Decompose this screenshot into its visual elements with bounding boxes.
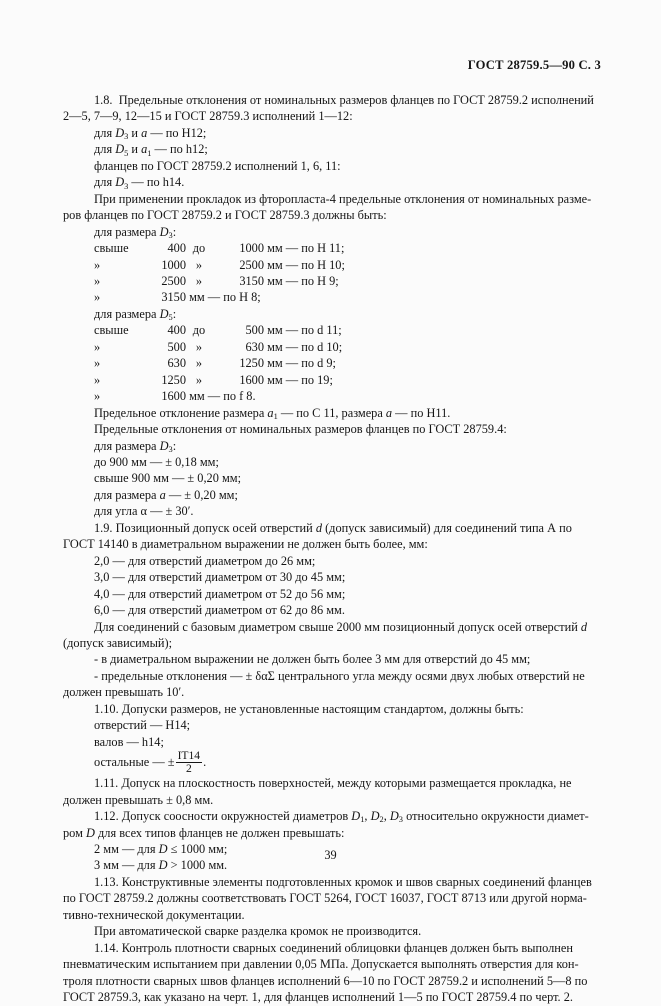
clause-1-14-number: 1.14. bbox=[94, 940, 119, 955]
subscript: 2 bbox=[379, 815, 384, 825]
row-from-word: свыше bbox=[94, 241, 129, 256]
symbol-a: a bbox=[267, 405, 274, 420]
row-from-word: свыше bbox=[94, 323, 129, 338]
subscript: 1 bbox=[147, 148, 152, 158]
symbol-D: D bbox=[159, 438, 169, 453]
row-tolerance: мм — по H 9; bbox=[267, 273, 339, 288]
row-from-value: 2500 bbox=[161, 273, 186, 288]
text-suffix: — по H11. bbox=[392, 405, 451, 420]
clause-1-8-item-d3-a bbox=[63, 125, 600, 141]
clause-1-9-text-c: ГОСТ 14140 в диаметральном выражении не должен быть более, мм: bbox=[63, 537, 428, 552]
symbol-D: D bbox=[389, 809, 399, 824]
row-to-value: 2500 bbox=[239, 257, 264, 272]
document-body bbox=[63, 92, 600, 1006]
clause-1-9-base-text-b: (допуск зависимый); bbox=[63, 635, 173, 650]
row-from-word: » bbox=[94, 257, 101, 272]
label-suffix: : bbox=[172, 438, 177, 453]
row-to-value: 1000 bbox=[239, 241, 264, 256]
symbol-d: d bbox=[315, 520, 322, 535]
fraction-it14-over-2 bbox=[176, 750, 203, 775]
ptfe-paragraph-line2: ров фланцев по ГОСТ 28759.2 и ГОСТ 28759.3 должны быть: bbox=[63, 208, 387, 223]
clause-1-13-paragraph bbox=[63, 874, 600, 890]
row-suffix: ≤ 1000 мм; bbox=[167, 842, 228, 857]
clause-1-9-text-a: Позиционный допуск осей отверстий bbox=[115, 520, 316, 535]
symbol-D: D bbox=[115, 142, 125, 157]
ptfe-d3-row bbox=[63, 273, 600, 289]
row-tolerance: мм — по H 11; bbox=[267, 241, 345, 256]
clause-1-9-item: 2,0 — для отверстий диаметром до 26 мм; bbox=[94, 553, 316, 568]
clause-1-13-note: При автоматической сварке разделка кромок не производится. bbox=[94, 924, 422, 939]
clause-1-9-dash-continuation: должен превышать 10′. bbox=[63, 685, 185, 700]
text-suffix: для всех типов фланцев не должен превышать: bbox=[94, 825, 345, 840]
subscript: 3 bbox=[124, 132, 129, 142]
item-suffix: — по H12; bbox=[147, 125, 207, 140]
item-joiner: и bbox=[128, 125, 142, 140]
subscript: 3 bbox=[124, 181, 129, 191]
clause-1-12-text-a: Допуск соосности окружностей диаметров bbox=[121, 809, 352, 824]
symbol-D: D bbox=[370, 809, 380, 824]
row-from-value: 400 bbox=[167, 323, 186, 338]
fraction-denominator: 2 bbox=[185, 762, 192, 776]
clause-1-14-text-d: ГОСТ 28759.3, как указано на черт. 1, для фланцев исполнений 1—5 по ГОСТ 28759.4 по черт. 2. bbox=[63, 990, 573, 1005]
row-tolerance: мм — по d 10; bbox=[267, 339, 343, 354]
gost-28759-4-row-alpha: для угла α — ± 30′. bbox=[94, 504, 194, 519]
row-tolerance: мм — по d 11; bbox=[267, 323, 342, 338]
row-tolerance: мм — по f 8. bbox=[189, 389, 256, 404]
row-from-value: 400 bbox=[167, 241, 186, 256]
subscript: 3 bbox=[398, 815, 403, 825]
fraction-numerator: IT14 bbox=[177, 749, 201, 763]
symbol-a: a bbox=[159, 487, 166, 502]
row-from-word: » bbox=[94, 290, 101, 305]
clause-1-9-item: 6,0 — для отверстий диаметром от 62 до 86 мм. bbox=[94, 603, 345, 618]
row-to-word: » bbox=[195, 356, 203, 371]
clause-1-9-text-b: (допуск зависимый) для соединений типа А по bbox=[321, 520, 572, 535]
gost-28759-4-row: свыше 900 мм — ± 0,20 мм; bbox=[94, 471, 242, 486]
clause-1-10-item: отверстий — Н14; bbox=[94, 718, 191, 733]
label-prefix: для размера bbox=[94, 306, 160, 321]
subscript: 5 bbox=[168, 313, 173, 323]
clause-1-11-number: 1.11. bbox=[94, 776, 119, 791]
clause-1-8-item-d5-a1 bbox=[63, 141, 600, 157]
symbol-D: D bbox=[158, 858, 168, 873]
clause-1-10-paragraph bbox=[63, 701, 600, 717]
ptfe-d5-row bbox=[63, 322, 600, 338]
row-tolerance: мм — по 19; bbox=[267, 372, 333, 387]
symbol-D: D bbox=[86, 825, 95, 840]
item-suffix: — по h14. bbox=[128, 175, 185, 190]
clause-1-12-number: 1.12. bbox=[94, 809, 119, 824]
symbol-d: d bbox=[580, 619, 588, 634]
row-from-word: » bbox=[94, 372, 101, 387]
row-to-word: до bbox=[192, 241, 206, 256]
row-from-value: 3150 bbox=[161, 290, 186, 305]
clause-1-12-paragraph: 1.12. Допуск соосности окружностей диаметров $D_1$, $D_2$, $D_3$ относительно окружности диамет- bbox=[94, 809, 589, 825]
clause-1-8-number: 1.8. bbox=[94, 93, 113, 107]
base-text-a: Для соединений с базовым диаметром свыше 2000 мм позиционный допуск осей отверстий bbox=[94, 619, 581, 634]
item-prefix: для bbox=[94, 175, 116, 190]
label-suffix: — ± 0,20 мм; bbox=[165, 487, 238, 502]
ptfe-d3-row bbox=[63, 240, 600, 256]
ptfe-size-d5-label bbox=[63, 306, 600, 322]
row-to-word: » bbox=[195, 257, 203, 272]
subscript: 1 bbox=[360, 815, 365, 825]
symbol-D: D bbox=[115, 125, 125, 140]
clause-1-13-number: 1.13. bbox=[94, 874, 119, 889]
symbol-D: D bbox=[159, 224, 169, 239]
row-tolerance: мм — по H 10; bbox=[267, 257, 345, 272]
clause-1-14-text-c: троля плотности сварных швов фланцев исполнений 6—10 по ГОСТ 28759.2 и исполнений 5—8 по bbox=[63, 973, 588, 988]
symbol-a: a bbox=[385, 405, 393, 420]
symbol-a: a bbox=[141, 142, 148, 157]
gost-28759-4-row-a bbox=[63, 487, 600, 503]
row-from-word: » bbox=[94, 356, 101, 371]
gost-28759-4-row: до 900 мм — ± 0,18 мм; bbox=[94, 454, 219, 469]
row-suffix: > 1000 мм. bbox=[167, 858, 228, 873]
clause-1-9-item: 4,0 — для отверстий диаметром от 52 до 56 мм; bbox=[94, 586, 346, 601]
clause-1-13-text-c: тивно-технической документации. bbox=[63, 907, 245, 922]
clause-1-13-text-b: по ГОСТ 28759.2 должны соответствовать ГОСТ 5264, ГОСТ 16037, ГОСТ 8713 или другой норма- bbox=[63, 891, 587, 906]
clause-1-10-item: валов — h14; bbox=[94, 734, 164, 749]
clause-1-8-text-line1: Предельные отклонения от номинальных размеров фланцев по ГОСТ 28759.2 исполнений bbox=[118, 93, 594, 107]
ptfe-size-d3-label bbox=[63, 224, 600, 240]
text-prefix: Предельное отклонение размера bbox=[94, 405, 268, 420]
item-suffix: — по h12; bbox=[151, 142, 208, 157]
row-prefix: 2 мм — для bbox=[94, 842, 159, 857]
ptfe-d3-row bbox=[63, 257, 600, 273]
ptfe-d3-row bbox=[63, 289, 600, 305]
running-header: ГОСТ 28759.5—90 С. 3 bbox=[467, 58, 601, 72]
symbol-a: a bbox=[141, 125, 148, 140]
ptfe-paragraph-line1 bbox=[63, 191, 600, 207]
text-middle: — по C 11, размера bbox=[277, 405, 386, 420]
fraction-suffix: . bbox=[203, 755, 207, 770]
text-prefix: ром bbox=[63, 825, 87, 840]
subscript: 3 bbox=[168, 444, 173, 454]
item-prefix: для bbox=[94, 142, 116, 157]
symbol-D: D bbox=[159, 306, 169, 321]
clause-1-11-text-a: Допуск на плоскостность поверхностей, между которыми размещается прокладка, не bbox=[121, 776, 572, 791]
fraction-prefix: остальные — ± bbox=[94, 755, 175, 770]
row-from-value: 1000 bbox=[161, 257, 186, 272]
row-to-value: 630 bbox=[245, 339, 264, 354]
label-suffix: : bbox=[172, 224, 177, 239]
clause-1-13-text-a: Конструктивные элементы подготовленных кромок и швов сварных соединений фланцев bbox=[121, 874, 592, 889]
row-to-word: до bbox=[192, 323, 206, 338]
limit-deviation-a1-line bbox=[63, 405, 600, 421]
subscript: 3 bbox=[168, 230, 173, 240]
row-to-word: » bbox=[195, 372, 203, 387]
row-from-word: » bbox=[94, 273, 101, 288]
row-from-value: 1250 bbox=[161, 372, 186, 387]
row-to-value: 1250 bbox=[239, 356, 264, 371]
clause-1-12-text-c bbox=[63, 825, 600, 841]
row-to-word: » bbox=[195, 273, 203, 288]
label-prefix: для размера bbox=[94, 224, 160, 239]
clause-1-9-dash-item: - в диаметральном выражении не должен быть более 3 мм для отверстий до 45 мм; bbox=[94, 652, 531, 667]
item-prefix: для bbox=[94, 125, 116, 140]
clause-1-8-flanges-line: фланцев по ГОСТ 28759.2 исполнений 1, 6, 11: bbox=[94, 158, 341, 173]
ptfe-text-a: При применении прокладок из фторопласта-4 предельные отклонения от номинальных разме- bbox=[94, 191, 592, 206]
row-to-value: 3150 bbox=[239, 273, 264, 288]
row-to-value: 500 bbox=[245, 323, 264, 338]
item-joiner: и bbox=[128, 142, 142, 157]
row-from-word: » bbox=[94, 339, 101, 354]
row-from-value: 1600 bbox=[161, 389, 186, 404]
clause-1-9-base-diameter-paragraph bbox=[63, 619, 600, 635]
clause-1-9-item: 3,0 — для отверстий диаметром от 30 до 45 мм; bbox=[94, 570, 346, 585]
symbol-D: D bbox=[158, 842, 168, 857]
subscript: 1 bbox=[273, 411, 278, 421]
clause-1-9-dash-item: - предельные отклонения — ± δαΣ центрального угла между осями двух любых отверстий не bbox=[94, 668, 585, 683]
row-from-value: 500 bbox=[167, 339, 186, 354]
clause-1-9-paragraph bbox=[63, 520, 600, 536]
symbol-D: D bbox=[351, 809, 361, 824]
clause-1-11-paragraph bbox=[63, 775, 600, 791]
gost-28759-4-intro: Предельные отклонения от номинальных размеров фланцев по ГОСТ 28759.4: bbox=[94, 422, 507, 437]
clause-1-8-paragraph bbox=[63, 92, 600, 108]
ptfe-d5-row bbox=[63, 355, 600, 371]
clause-1-8-text-line2: 2—5, 7—9, 12—15 и ГОСТ 28759.3 исполнений 1—12: bbox=[63, 109, 353, 124]
clause-1-10-item-fraction bbox=[63, 750, 600, 775]
clause-1-10-number: 1.10. bbox=[94, 701, 119, 716]
page-number: 39 bbox=[324, 848, 337, 862]
row-to-word: » bbox=[195, 339, 203, 354]
ptfe-d5-row bbox=[63, 372, 600, 388]
label-suffix: : bbox=[172, 306, 177, 321]
row-tolerance: мм — по H 8; bbox=[189, 290, 261, 305]
ptfe-d5-row bbox=[63, 339, 600, 355]
row-prefix: 3 мм — для bbox=[94, 858, 159, 873]
subscript: 5 bbox=[124, 148, 129, 158]
clause-1-14-text-b: пневматическим испытанием при давлении 0,05 МПа. Допускается выполнять отверстия для кон- bbox=[63, 957, 579, 972]
row-to-value: 1600 bbox=[239, 372, 264, 387]
row-tolerance: мм — по d 9; bbox=[267, 356, 336, 371]
row-from-word: » bbox=[94, 389, 101, 404]
clause-1-14-paragraph bbox=[63, 940, 600, 956]
label-prefix: для размера bbox=[94, 438, 160, 453]
clause-1-9-number: 1.9. bbox=[94, 520, 113, 535]
clause-1-11-text-b: должен превышать ± 0,8 мм. bbox=[63, 792, 214, 807]
clause-1-8-item-d3-h14 bbox=[63, 174, 600, 190]
clause-1-10-text: Допуски размеров, не установленные настоящим стандартом, должны быть: bbox=[121, 701, 524, 716]
gost-28759-4-size-d3 bbox=[63, 438, 600, 454]
clause-1-14-text-a: Контроль плотности сварных соединений облицовки фланцев должен быть выполнен bbox=[121, 940, 573, 955]
ptfe-d5-row bbox=[63, 388, 600, 404]
row-from-value: 630 bbox=[167, 356, 186, 371]
label-prefix: для размера bbox=[94, 487, 160, 502]
clause-1-12-text-b: относительно окружности диамет- bbox=[402, 809, 589, 824]
symbol-D: D bbox=[115, 175, 125, 190]
